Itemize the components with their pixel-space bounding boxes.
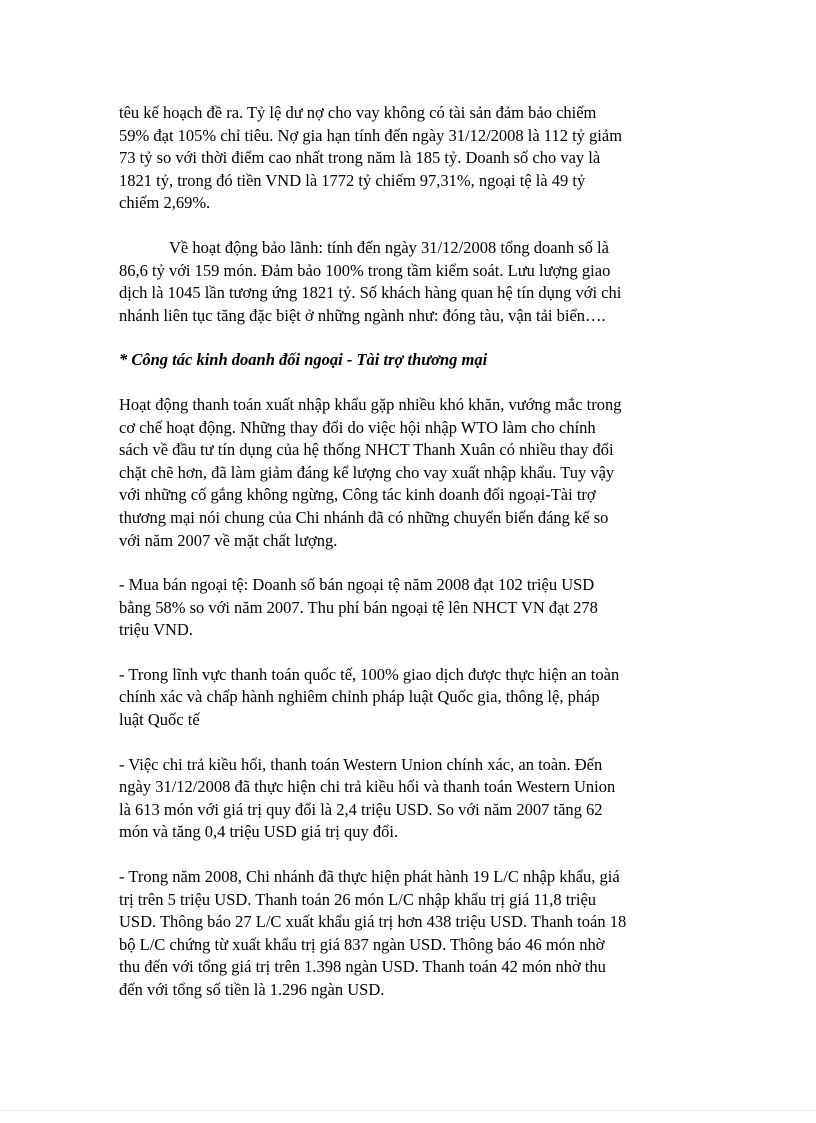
text-line: ngày 31/12/2008 đã thực hiện chi trả kiều hối và thanh toán Western Union [119, 777, 616, 797]
text-line: 59% đạt 105% chỉ tiêu. Nợ gia hạn tính đến ngày 31/12/2008 là 112 tỷ giảm [119, 125, 623, 145]
text-line: với năm 2007 về mặt chất lượng. [119, 530, 338, 550]
text-line: cơ chế hoạt động. Những thay đổi do việc hội nhập WTO làm cho chính [119, 417, 596, 437]
paragraph-gap [119, 642, 699, 664]
text-line: - Việc chi trả kiều hối, thanh toán Western Union chính xác, an toàn. Đến [119, 754, 603, 774]
text-line: bằng 58% so với năm 2007. Thu phí bán ngoại tệ lên NHCT VN đạt 278 [119, 597, 598, 617]
paragraph-foreign-exchange [119, 574, 699, 642]
text-line: thu đến với tổng giá trị trên 1.398 ngàn USD. Thanh toán 42 món nhờ thu [119, 957, 606, 977]
paragraph-gap [119, 732, 699, 754]
text-line: 86,6 tỷ với 159 món. Đảm bảo 100% trong tầm kiểm soát. Lưu lượng giao [119, 260, 611, 280]
text-line: trị trên 5 triệu USD. Thanh toán 26 món L/C nhập khẩu trị giá 11,8 triệu [119, 889, 597, 909]
paragraph-gap [119, 844, 699, 866]
text-line: luật Quốc tế [119, 710, 200, 730]
text-line: USD. Thông báo 27 L/C xuất khẩu giá trị hơn 438 triệu USD. Thanh toán 18 [119, 912, 627, 932]
text-line: nhánh liên tục tăng đặc biệt ở những ngành như: đóng tàu, vận tải biển…. [119, 305, 606, 325]
paragraph-gap [119, 215, 699, 237]
text-line: - Mua bán ngoại tệ: Doanh số bán ngoại tệ năm 2008 đạt 102 triệu USD [119, 575, 595, 595]
text-line: chính xác và chấp hành nghiêm chỉnh pháp luật Quốc gia, thông lệ, pháp [119, 687, 600, 707]
text-line: là 613 món với giá trị quy đổi là 2,4 triệu USD. So với năm 2007 tăng 62 [119, 799, 603, 819]
paragraph-letters-of-credit [119, 866, 699, 1002]
text-line: sách về đầu tư tín dụng của hệ thống NHCT Thanh Xuân có nhiều thay đổi [119, 440, 614, 460]
text-line: têu kế hoạch đề ra. Tỷ lệ dư nợ cho vay không có tài sản đảm bảo chiếm [119, 103, 597, 122]
paragraph-international-payment [119, 664, 699, 732]
document-body [119, 102, 699, 1002]
text-line: - Trong năm 2008, Chi nhánh đã thực hiện phát hành 19 L/C nhập khẩu, giá [119, 867, 620, 887]
text-line: 1821 tỷ, trong đó tiền VND là 1772 tỷ chiếm 97,31%, ngoại tệ là 49 tỷ [119, 170, 586, 190]
text-line: thương mại nói chung của Chi nhánh đã có những chuyển biến đáng kể so [119, 507, 609, 527]
text-line: món và tăng 0,4 triệu USD giá trị quy đổi. [119, 822, 399, 842]
paragraph-credit-summary [119, 102, 699, 215]
text-line: triệu VND. [119, 620, 193, 640]
text-line: với những cố gắng không ngừng, Công tác kinh doanh đối ngoại-Tài trợ [119, 485, 596, 505]
paragraph-guarantee [119, 237, 699, 327]
text-line: chiếm 2,69%. [119, 193, 211, 213]
text-line: chặt chẽ hơn, đã làm giảm đáng kể lượng cho vay xuất nhập khẩu. Tuy vậy [119, 462, 615, 482]
paragraph-remittance [119, 754, 699, 844]
paragraph-gap [119, 372, 699, 394]
text-line: dịch là 1045 lần tương ứng 1821 tỷ. Số khách hàng quan hệ tín dụng với chi [119, 283, 622, 303]
text-line: Hoạt động thanh toán xuất nhập khẩu gặp nhiều khó khăn, vướng mắc trong [119, 394, 622, 414]
paragraph-gap [119, 327, 699, 349]
text-line: đến với tổng số tiền là 1.296 ngàn USD. [119, 980, 385, 999]
text-line: - Trong lĩnh vực thanh toán quốc tế, 100% giao dịch được thực hiện an toàn [119, 664, 620, 684]
text-line: Về hoạt động bảo lãnh: tính đến ngày 31/12/2008 tổng doanh số là [169, 237, 609, 257]
section-heading: * Công tác kinh doanh đối ngoại - Tài trợ thương mại [119, 350, 488, 370]
text-line: 73 tỷ so với thời điểm cao nhất trong năm là 185 tỷ. Doanh số cho vay là [119, 148, 601, 168]
paragraph-gap [119, 552, 699, 574]
page-bottom-border [0, 1110, 816, 1112]
paragraph-trade-finance [119, 394, 699, 552]
text-line: bộ L/C chứng từ xuất khẩu trị giá 837 ngàn USD. Thông báo 46 món nhờ [119, 934, 605, 954]
